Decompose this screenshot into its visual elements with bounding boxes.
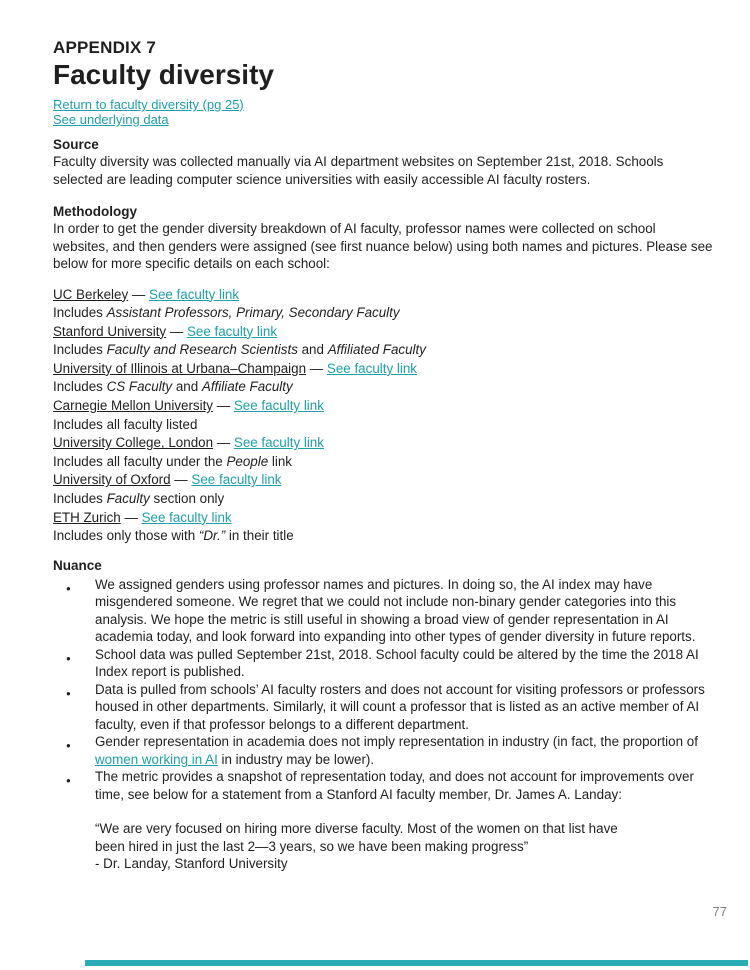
school-entry [53,360,713,397]
school-name: Carnegie Mellon University [53,398,214,414]
italic-text: “Dr.” [198,528,226,544]
school-name: University of Oxford [53,472,171,488]
appendix-label: APPENDIX 7 [53,38,157,57]
italic-text: Affiliate Faculty [201,379,293,395]
school-name: University College, London [53,435,214,451]
text-segment: Includes all faculty under the [53,453,227,469]
school-includes [53,416,713,435]
school-line [53,286,713,305]
page-title: Faculty diversity [53,59,274,90]
text-segment: in their title [225,528,294,544]
school-faculty-link[interactable]: See faculty link [233,398,324,414]
school-faculty-link[interactable]: See faculty link [149,286,240,302]
dash-separator: — [166,323,187,339]
page-number: 77 [712,904,727,919]
text-segment: Includes [53,342,107,358]
nuance-heading: Nuance [53,557,102,573]
school-line [53,323,713,342]
school-line [53,360,713,379]
nuance-list [53,576,713,804]
school-line [53,397,713,416]
dash-separator: — [213,398,234,414]
text-segment: Gender representation in academia does not imply representation in industry (in fact, the proportion of [95,734,698,750]
nuance-bullet [53,733,713,768]
text-segment: and [297,342,328,358]
school-entry [53,434,713,471]
quote-attribution: - Dr. Landay, Stanford University [95,856,288,872]
school-line [53,434,713,453]
quote-line: been hired in just the last 2—3 years, so we have been making progress” [95,838,529,854]
school-includes [53,490,713,509]
school-entry [53,323,713,360]
text-segment: section only [149,491,225,507]
nuance-bullet [53,576,713,646]
text-segment: Includes [53,305,107,321]
see-underlying-data-link[interactable]: See underlying data [53,112,169,127]
school-entry [53,286,713,323]
text-segment: and [172,379,202,395]
methodology-body: In order to get the gender diversity breakdown of AI faculty, professor names were collected on school websites, and then genders were assigned (see first nuance below) using both names and pictures. Please see below for more specific details on each school: [53,221,713,271]
school-includes [53,453,713,472]
text-segment: Includes only those with [53,528,199,544]
nuance-bullet [53,646,713,681]
return-to-faculty-diversity-link[interactable]: Return to faculty diversity (pg 25) [53,97,244,112]
school-includes [53,304,713,323]
school-name: UC Berkeley [53,286,129,302]
school-line [53,471,713,490]
dash-separator: — [128,286,150,302]
text-segment: Includes [53,491,107,507]
italic-text: CS Faculty [106,379,173,395]
italic-text: Affiliated Faculty [327,342,426,358]
text-segment: We assigned genders using professor names and pictures. In doing so, the AI index may have misgendered someone. We regret that we could not include non-binary gender categories into this analysis. We hope the metric is still useful in showing a broad view of gender representation in AI academia today, and look forward into expanding into other types of gender diversity in future reports. [95,576,696,645]
school-list [53,286,713,546]
dash-separator: — [170,472,192,488]
page-content [53,38,713,873]
source-body: Faculty diversity was collected manually via AI department websites on September 21st, 2018. Schools selected are leading computer science universities with easily accessible AI faculty rosters. [53,154,664,187]
dash-separator: — [120,509,142,525]
school-faculty-link[interactable]: See faculty link [191,472,282,488]
footer-accent-bar [85,960,748,966]
text-segment: in industry may be lower). [217,751,375,767]
school-line [53,509,713,528]
italic-text: Faculty and Research Scientists [106,342,298,358]
school-faculty-link[interactable]: See faculty link [326,360,417,376]
text-segment: School data was pulled September 21st, 2018. School faculty could be altered by the time the 2018 AI Index report is published. [95,646,699,680]
school-entry [53,471,713,508]
school-name: Stanford University [53,323,167,339]
methodology-heading: Methodology [53,204,137,219]
nuance-section [53,558,713,873]
text-segment: Includes all faculty listed [53,416,198,432]
nuance-bullet [53,768,713,803]
school-faculty-link[interactable]: See faculty link [233,435,324,451]
dash-separator: — [213,435,234,451]
school-name: University of Illinois at Urbana–Champaign [53,360,307,376]
italic-text: Assistant Professors, Primary, Secondary Faculty [106,305,400,321]
source-section [53,137,713,188]
text-segment: The metric provides a snapshot of representation today, and does not account for improvements over time, see below for a statement from a Stanford AI faculty member, Dr. James A. Landay: [95,769,694,802]
text-segment: link [268,453,292,469]
dash-separator: — [306,360,327,376]
inline-link[interactable]: women working in AI [95,751,218,767]
source-heading: Source [53,137,99,152]
school-includes [53,378,713,397]
header-links [53,97,713,127]
italic-text: People [226,453,269,469]
school-name: ETH Zurich [53,509,121,525]
quote-line: “We are very focused on hiring more diverse faculty. Most of the women on that list have [95,821,618,837]
school-faculty-link[interactable]: See faculty link [186,323,278,339]
text-segment: Includes [53,379,107,395]
quote-block [95,820,713,873]
italic-text: Faculty [106,491,150,507]
methodology-section [53,204,713,273]
school-entry [53,397,713,434]
school-entry [53,509,713,546]
school-includes [53,341,713,360]
school-includes [53,527,713,546]
text-segment: Data is pulled from schools’ AI faculty rosters and does not account for visiting professors or professors housed in other departments. Similarly, it will count a professor that is listed as an active member of AI faculty, even if that professor belongs to a different department. [95,681,705,732]
school-faculty-link[interactable]: See faculty link [141,509,232,525]
nuance-bullet [53,681,713,734]
